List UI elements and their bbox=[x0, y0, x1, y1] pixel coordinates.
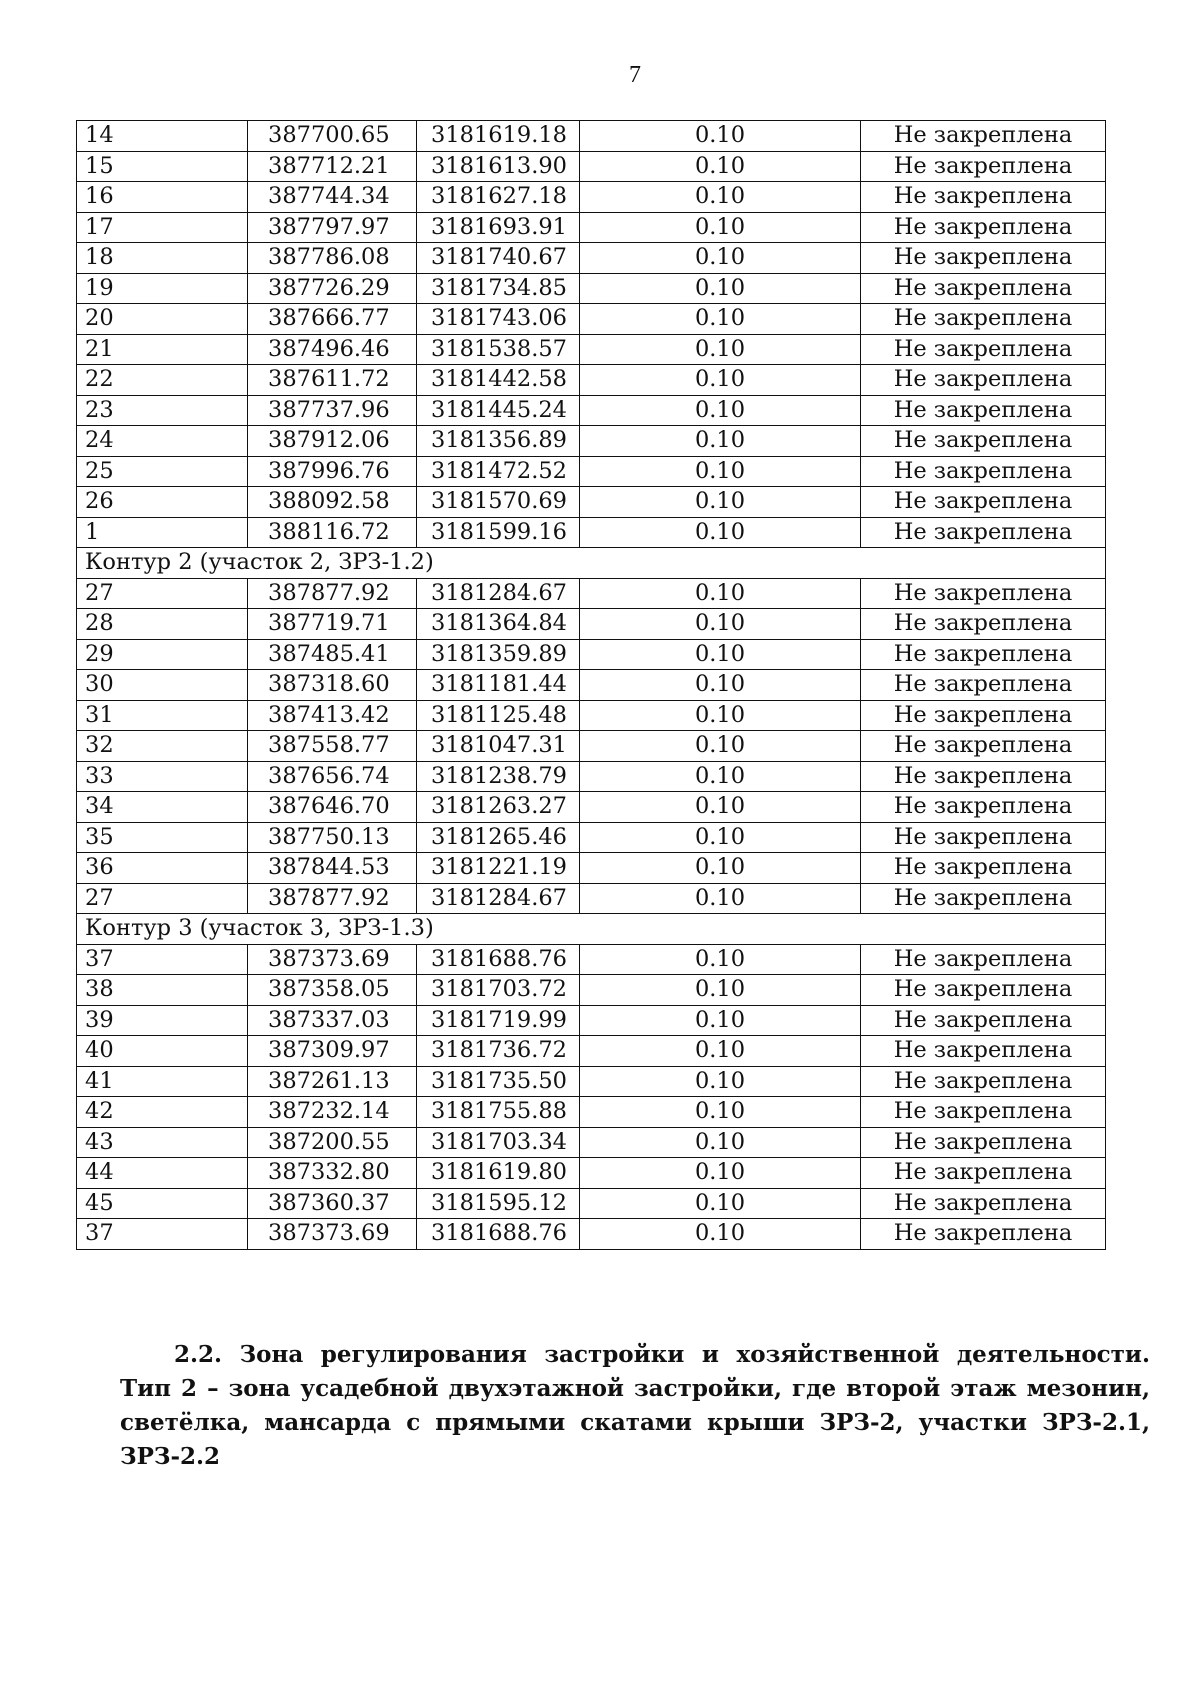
fixation-cell: Не закреплена bbox=[861, 365, 1106, 396]
x-coordinate-cell: 387200.55 bbox=[248, 1127, 417, 1158]
table-row bbox=[77, 212, 1106, 243]
point-number-cell: 36 bbox=[77, 853, 248, 884]
table-row bbox=[77, 1188, 1106, 1219]
y-coordinate-cell: 3181265.46 bbox=[417, 822, 580, 853]
point-number-cell: 16 bbox=[77, 182, 248, 213]
point-number-cell: 35 bbox=[77, 822, 248, 853]
coordinates-table bbox=[76, 120, 1106, 1250]
point-number-cell: 18 bbox=[77, 243, 248, 274]
accuracy-cell: 0.10 bbox=[580, 822, 861, 853]
point-number-cell: 1 bbox=[77, 517, 248, 548]
point-number-cell: 14 bbox=[77, 121, 248, 152]
fixation-cell: Не закреплена bbox=[861, 975, 1106, 1006]
x-coordinate-cell: 387726.29 bbox=[248, 273, 417, 304]
x-coordinate-cell: 387318.60 bbox=[248, 670, 417, 701]
y-coordinate-cell: 3181595.12 bbox=[417, 1188, 580, 1219]
accuracy-cell: 0.10 bbox=[580, 853, 861, 884]
fixation-cell: Не закреплена bbox=[861, 792, 1106, 823]
accuracy-cell: 0.10 bbox=[580, 639, 861, 670]
accuracy-cell: 0.10 bbox=[580, 578, 861, 609]
fixation-cell: Не закреплена bbox=[861, 212, 1106, 243]
fixation-cell: Не закреплена bbox=[861, 670, 1106, 701]
accuracy-cell: 0.10 bbox=[580, 1097, 861, 1128]
point-number-cell: 37 bbox=[77, 944, 248, 975]
y-coordinate-cell: 3181688.76 bbox=[417, 1219, 580, 1250]
y-coordinate-cell: 3181047.31 bbox=[417, 731, 580, 762]
section-heading: 2.2. Зона регулирования застройки и хозяйственной деятельности. Тип 2 – зона усадебной двухэтажной застройки, где второй этаж мезонин, светёлка, мансарда с прямыми скатами крыши ЗРЗ-2, участки ЗРЗ-2.1, ЗРЗ-2.2 bbox=[120, 1341, 1150, 1470]
point-number-cell: 39 bbox=[77, 1005, 248, 1036]
y-coordinate-cell: 3181719.99 bbox=[417, 1005, 580, 1036]
fixation-cell: Не закреплена bbox=[861, 1188, 1106, 1219]
table-row bbox=[77, 487, 1106, 518]
accuracy-cell: 0.10 bbox=[580, 944, 861, 975]
table-row bbox=[77, 304, 1106, 335]
y-coordinate-cell: 3181619.80 bbox=[417, 1158, 580, 1189]
accuracy-cell: 0.10 bbox=[580, 975, 861, 1006]
x-coordinate-cell: 387712.21 bbox=[248, 151, 417, 182]
fixation-cell: Не закреплена bbox=[861, 243, 1106, 274]
table-row bbox=[77, 1036, 1106, 1067]
point-number-cell: 42 bbox=[77, 1097, 248, 1128]
x-coordinate-cell: 387719.71 bbox=[248, 609, 417, 640]
point-number-cell: 27 bbox=[77, 883, 248, 914]
y-coordinate-cell: 3181693.91 bbox=[417, 212, 580, 243]
contour-header-row bbox=[77, 914, 1106, 945]
accuracy-cell: 0.10 bbox=[580, 304, 861, 335]
table-row bbox=[77, 456, 1106, 487]
x-coordinate-cell: 388092.58 bbox=[248, 487, 417, 518]
accuracy-cell: 0.10 bbox=[580, 1066, 861, 1097]
y-coordinate-cell: 3181359.89 bbox=[417, 639, 580, 670]
fixation-cell: Не закреплена bbox=[861, 700, 1106, 731]
table-row bbox=[77, 517, 1106, 548]
point-number-cell: 45 bbox=[77, 1188, 248, 1219]
fixation-cell: Не закреплена bbox=[861, 731, 1106, 762]
fixation-cell: Не закреплена bbox=[861, 853, 1106, 884]
x-coordinate-cell: 387877.92 bbox=[248, 883, 417, 914]
table-row bbox=[77, 1219, 1106, 1250]
table-row bbox=[77, 822, 1106, 853]
contour-label: Контур 2 (участок 2, ЗРЗ-1.2) bbox=[77, 548, 1106, 579]
contour-header-row bbox=[77, 548, 1106, 579]
x-coordinate-cell: 387877.92 bbox=[248, 578, 417, 609]
table-row bbox=[77, 182, 1106, 213]
table-row bbox=[77, 1158, 1106, 1189]
y-coordinate-cell: 3181570.69 bbox=[417, 487, 580, 518]
y-coordinate-cell: 3181472.52 bbox=[417, 456, 580, 487]
table-row bbox=[77, 334, 1106, 365]
point-number-cell: 44 bbox=[77, 1158, 248, 1189]
x-coordinate-cell: 387360.37 bbox=[248, 1188, 417, 1219]
x-coordinate-cell: 387744.34 bbox=[248, 182, 417, 213]
y-coordinate-cell: 3181263.27 bbox=[417, 792, 580, 823]
accuracy-cell: 0.10 bbox=[580, 731, 861, 762]
table-row bbox=[77, 975, 1106, 1006]
accuracy-cell: 0.10 bbox=[580, 151, 861, 182]
y-coordinate-cell: 3181627.18 bbox=[417, 182, 580, 213]
accuracy-cell: 0.10 bbox=[580, 609, 861, 640]
accuracy-cell: 0.10 bbox=[580, 182, 861, 213]
y-coordinate-cell: 3181442.58 bbox=[417, 365, 580, 396]
table-row bbox=[77, 639, 1106, 670]
coordinates-table-body bbox=[77, 121, 1106, 1250]
x-coordinate-cell: 388116.72 bbox=[248, 517, 417, 548]
x-coordinate-cell: 387912.06 bbox=[248, 426, 417, 457]
fixation-cell: Не закреплена bbox=[861, 639, 1106, 670]
fixation-cell: Не закреплена bbox=[861, 182, 1106, 213]
accuracy-cell: 0.10 bbox=[580, 700, 861, 731]
fixation-cell: Не закреплена bbox=[861, 1097, 1106, 1128]
y-coordinate-cell: 3181703.34 bbox=[417, 1127, 580, 1158]
y-coordinate-cell: 3181181.44 bbox=[417, 670, 580, 701]
accuracy-cell: 0.10 bbox=[580, 1005, 861, 1036]
x-coordinate-cell: 387485.41 bbox=[248, 639, 417, 670]
y-coordinate-cell: 3181364.84 bbox=[417, 609, 580, 640]
point-number-cell: 40 bbox=[77, 1036, 248, 1067]
table-row bbox=[77, 700, 1106, 731]
accuracy-cell: 0.10 bbox=[580, 273, 861, 304]
accuracy-cell: 0.10 bbox=[580, 670, 861, 701]
accuracy-cell: 0.10 bbox=[580, 426, 861, 457]
fixation-cell: Не закреплена bbox=[861, 151, 1106, 182]
y-coordinate-cell: 3181688.76 bbox=[417, 944, 580, 975]
table-row bbox=[77, 426, 1106, 457]
accuracy-cell: 0.10 bbox=[580, 1188, 861, 1219]
accuracy-cell: 0.10 bbox=[580, 243, 861, 274]
fixation-cell: Не закреплена bbox=[861, 121, 1106, 152]
y-coordinate-cell: 3181619.18 bbox=[417, 121, 580, 152]
table-row bbox=[77, 151, 1106, 182]
table-row bbox=[77, 731, 1106, 762]
y-coordinate-cell: 3181599.16 bbox=[417, 517, 580, 548]
x-coordinate-cell: 387737.96 bbox=[248, 395, 417, 426]
x-coordinate-cell: 387844.53 bbox=[248, 853, 417, 884]
fixation-cell: Не закреплена bbox=[861, 578, 1106, 609]
fixation-cell: Не закреплена bbox=[861, 456, 1106, 487]
x-coordinate-cell: 387261.13 bbox=[248, 1066, 417, 1097]
fixation-cell: Не закреплена bbox=[861, 1158, 1106, 1189]
y-coordinate-cell: 3181238.79 bbox=[417, 761, 580, 792]
table-row bbox=[77, 944, 1106, 975]
accuracy-cell: 0.10 bbox=[580, 365, 861, 396]
fixation-cell: Не закреплена bbox=[861, 334, 1106, 365]
y-coordinate-cell: 3181735.50 bbox=[417, 1066, 580, 1097]
fixation-cell: Не закреплена bbox=[861, 487, 1106, 518]
table-row bbox=[77, 1097, 1106, 1128]
table-row bbox=[77, 121, 1106, 152]
fixation-cell: Не закреплена bbox=[861, 822, 1106, 853]
y-coordinate-cell: 3181734.85 bbox=[417, 273, 580, 304]
x-coordinate-cell: 387786.08 bbox=[248, 243, 417, 274]
contour-label: Контур 3 (участок 3, ЗРЗ-1.3) bbox=[77, 914, 1106, 945]
x-coordinate-cell: 387646.70 bbox=[248, 792, 417, 823]
fixation-cell: Не закреплена bbox=[861, 1005, 1106, 1036]
table-row bbox=[77, 1005, 1106, 1036]
x-coordinate-cell: 387656.74 bbox=[248, 761, 417, 792]
point-number-cell: 32 bbox=[77, 731, 248, 762]
point-number-cell: 27 bbox=[77, 578, 248, 609]
y-coordinate-cell: 3181284.67 bbox=[417, 578, 580, 609]
table-row bbox=[77, 273, 1106, 304]
y-coordinate-cell: 3181743.06 bbox=[417, 304, 580, 335]
fixation-cell: Не закреплена bbox=[861, 304, 1106, 335]
accuracy-cell: 0.10 bbox=[580, 1158, 861, 1189]
point-number-cell: 34 bbox=[77, 792, 248, 823]
y-coordinate-cell: 3181736.72 bbox=[417, 1036, 580, 1067]
point-number-cell: 31 bbox=[77, 700, 248, 731]
table-row bbox=[77, 670, 1106, 701]
table-row bbox=[77, 792, 1106, 823]
accuracy-cell: 0.10 bbox=[580, 395, 861, 426]
y-coordinate-cell: 3181445.24 bbox=[417, 395, 580, 426]
table-row bbox=[77, 883, 1106, 914]
y-coordinate-cell: 3181221.19 bbox=[417, 853, 580, 884]
fixation-cell: Не закреплена bbox=[861, 1036, 1106, 1067]
y-coordinate-cell: 3181356.89 bbox=[417, 426, 580, 457]
y-coordinate-cell: 3181284.67 bbox=[417, 883, 580, 914]
accuracy-cell: 0.10 bbox=[580, 517, 861, 548]
point-number-cell: 24 bbox=[77, 426, 248, 457]
point-number-cell: 29 bbox=[77, 639, 248, 670]
point-number-cell: 23 bbox=[77, 395, 248, 426]
table-row bbox=[77, 1066, 1106, 1097]
x-coordinate-cell: 387337.03 bbox=[248, 1005, 417, 1036]
x-coordinate-cell: 387700.65 bbox=[248, 121, 417, 152]
x-coordinate-cell: 387309.97 bbox=[248, 1036, 417, 1067]
y-coordinate-cell: 3181703.72 bbox=[417, 975, 580, 1006]
table-row bbox=[77, 365, 1106, 396]
fixation-cell: Не закреплена bbox=[861, 883, 1106, 914]
fixation-cell: Не закреплена bbox=[861, 1066, 1106, 1097]
fixation-cell: Не закреплена bbox=[861, 1127, 1106, 1158]
accuracy-cell: 0.10 bbox=[580, 456, 861, 487]
y-coordinate-cell: 3181740.67 bbox=[417, 243, 580, 274]
point-number-cell: 43 bbox=[77, 1127, 248, 1158]
fixation-cell: Не закреплена bbox=[861, 273, 1106, 304]
table-row bbox=[77, 1127, 1106, 1158]
point-number-cell: 30 bbox=[77, 670, 248, 701]
point-number-cell: 22 bbox=[77, 365, 248, 396]
point-number-cell: 25 bbox=[77, 456, 248, 487]
x-coordinate-cell: 387558.77 bbox=[248, 731, 417, 762]
accuracy-cell: 0.10 bbox=[580, 1127, 861, 1158]
accuracy-cell: 0.10 bbox=[580, 121, 861, 152]
fixation-cell: Не закреплена bbox=[861, 761, 1106, 792]
fixation-cell: Не закреплена bbox=[861, 1219, 1106, 1250]
x-coordinate-cell: 387750.13 bbox=[248, 822, 417, 853]
accuracy-cell: 0.10 bbox=[580, 334, 861, 365]
point-number-cell: 28 bbox=[77, 609, 248, 640]
point-number-cell: 38 bbox=[77, 975, 248, 1006]
table-row bbox=[77, 761, 1106, 792]
accuracy-cell: 0.10 bbox=[580, 761, 861, 792]
point-number-cell: 15 bbox=[77, 151, 248, 182]
accuracy-cell: 0.10 bbox=[580, 487, 861, 518]
x-coordinate-cell: 387496.46 bbox=[248, 334, 417, 365]
point-number-cell: 41 bbox=[77, 1066, 248, 1097]
table-row bbox=[77, 853, 1106, 884]
table-row bbox=[77, 578, 1106, 609]
x-coordinate-cell: 387797.97 bbox=[248, 212, 417, 243]
accuracy-cell: 0.10 bbox=[580, 792, 861, 823]
table-row bbox=[77, 243, 1106, 274]
y-coordinate-cell: 3181755.88 bbox=[417, 1097, 580, 1128]
fixation-cell: Не закреплена bbox=[861, 517, 1106, 548]
point-number-cell: 21 bbox=[77, 334, 248, 365]
x-coordinate-cell: 387611.72 bbox=[248, 365, 417, 396]
x-coordinate-cell: 387232.14 bbox=[248, 1097, 417, 1128]
x-coordinate-cell: 387332.80 bbox=[248, 1158, 417, 1189]
table-row bbox=[77, 609, 1106, 640]
point-number-cell: 19 bbox=[77, 273, 248, 304]
table-row bbox=[77, 395, 1106, 426]
x-coordinate-cell: 387666.77 bbox=[248, 304, 417, 335]
fixation-cell: Не закреплена bbox=[861, 944, 1106, 975]
page-number: 7 bbox=[629, 62, 641, 88]
accuracy-cell: 0.10 bbox=[580, 1036, 861, 1067]
y-coordinate-cell: 3181125.48 bbox=[417, 700, 580, 731]
x-coordinate-cell: 387373.69 bbox=[248, 1219, 417, 1250]
accuracy-cell: 0.10 bbox=[580, 883, 861, 914]
fixation-cell: Не закреплена bbox=[861, 609, 1106, 640]
accuracy-cell: 0.10 bbox=[580, 212, 861, 243]
point-number-cell: 20 bbox=[77, 304, 248, 335]
point-number-cell: 17 bbox=[77, 212, 248, 243]
fixation-cell: Не закреплена bbox=[861, 426, 1106, 457]
x-coordinate-cell: 387996.76 bbox=[248, 456, 417, 487]
accuracy-cell: 0.10 bbox=[580, 1219, 861, 1250]
point-number-cell: 37 bbox=[77, 1219, 248, 1250]
point-number-cell: 33 bbox=[77, 761, 248, 792]
x-coordinate-cell: 387373.69 bbox=[248, 944, 417, 975]
y-coordinate-cell: 3181538.57 bbox=[417, 334, 580, 365]
x-coordinate-cell: 387413.42 bbox=[248, 700, 417, 731]
y-coordinate-cell: 3181613.90 bbox=[417, 151, 580, 182]
x-coordinate-cell: 387358.05 bbox=[248, 975, 417, 1006]
fixation-cell: Не закреплена bbox=[861, 395, 1106, 426]
point-number-cell: 26 bbox=[77, 487, 248, 518]
